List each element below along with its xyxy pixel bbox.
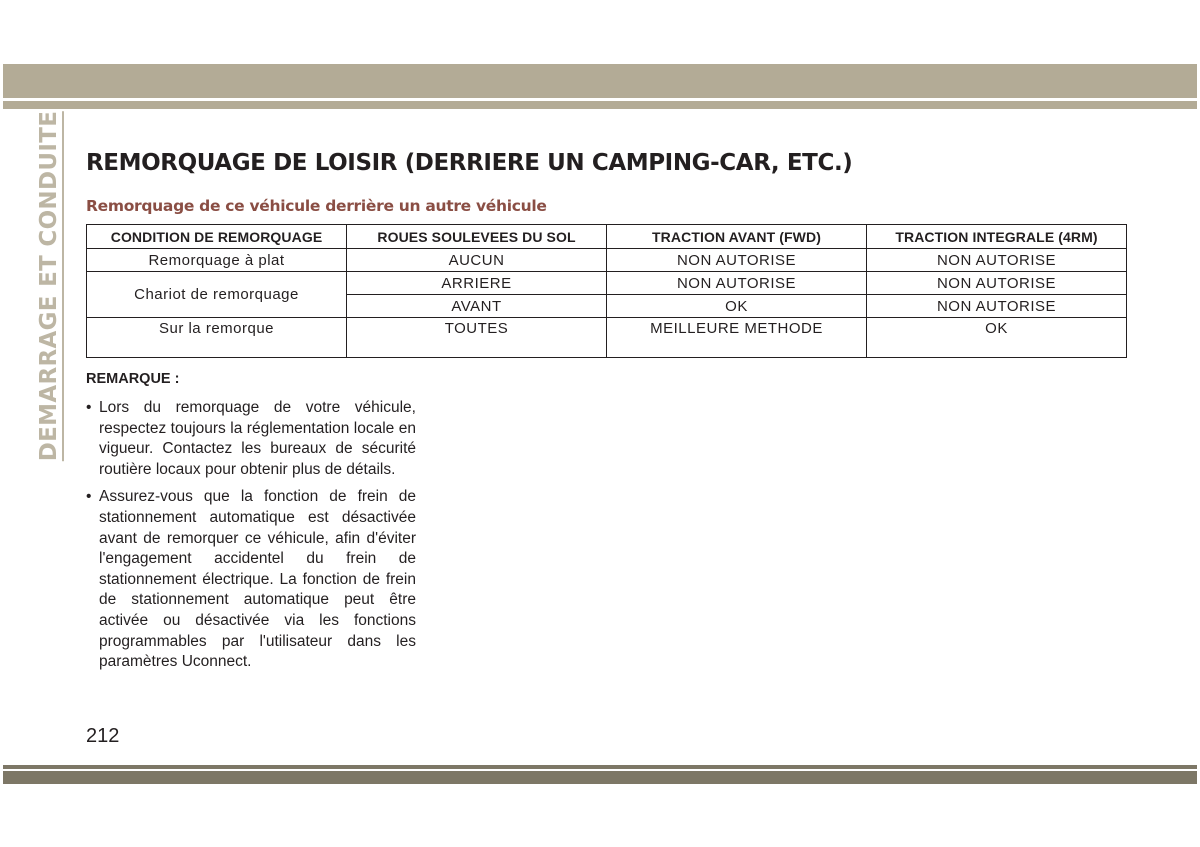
footer-rule <box>3 765 1197 769</box>
cell-wheels: TOUTES <box>347 318 607 358</box>
header-rule <box>3 101 1197 109</box>
list-item <box>86 487 416 672</box>
cell-condition: Chariot de remorquage <box>87 272 347 318</box>
cell-condition: Remorquage à plat <box>87 249 347 272</box>
remark-text: Assurez-vous que la fonction de frein de stationnement automatique est désactivée avant de remorquer ce véhicule, afin d'éviter l'engagement accidentel du frein de stationnement électrique. La fonction de frein de stationnement automatique peut être activée ou désactivée via les fonctions programmables par l'utilisateur dans les paramètres Uconnect. <box>99 488 416 671</box>
header-band <box>3 64 1197 98</box>
cell-condition: Sur la remorque <box>87 318 347 358</box>
bullet-icon: • <box>86 399 92 416</box>
header-condition: CONDITION DE REMORQUAGE <box>87 225 347 249</box>
remark-title: REMARQUE : <box>86 371 180 387</box>
cell-wheels: AVANT <box>347 295 607 318</box>
list-item <box>86 398 416 480</box>
section-side-tab <box>35 110 65 462</box>
header-wheels: ROUES SOULEVEES DU SOL <box>347 225 607 249</box>
cell-fwd: NON AUTORISE <box>607 249 867 272</box>
footer-band <box>3 771 1197 784</box>
remark-text: Lors du remorquage de votre véhicule, respectez toujours la réglementation locale en vigueur. Contactez les bureaux de sécurité routière locaux pour obtenir plus de détails. <box>99 399 416 478</box>
cell-awd: NON AUTORISE <box>867 249 1127 272</box>
table-row <box>87 272 1127 295</box>
table-row <box>87 318 1127 358</box>
cell-awd: NON AUTORISE <box>867 295 1127 318</box>
side-tab-label: DEMARRAGE ET CONDUITE <box>36 110 62 462</box>
remark-list <box>86 398 416 680</box>
table-row <box>87 249 1127 272</box>
table-header-row <box>87 225 1127 249</box>
cell-fwd: OK <box>607 295 867 318</box>
towing-table <box>86 224 1127 358</box>
bullet-icon: • <box>86 488 92 506</box>
page-title: REMORQUAGE DE LOISIR (DERRIERE UN CAMPING-CAR, ETC.) <box>86 150 853 176</box>
cell-fwd: NON AUTORISE <box>607 272 867 295</box>
cell-wheels: ARRIERE <box>347 272 607 295</box>
header-fwd: TRACTION AVANT (FWD) <box>607 225 867 249</box>
section-subtitle: Remorquage de ce véhicule derrière un autre véhicule <box>86 197 547 215</box>
cell-awd: NON AUTORISE <box>867 272 1127 295</box>
header-awd: TRACTION INTEGRALE (4RM) <box>867 225 1127 249</box>
cell-awd: OK <box>867 318 1127 358</box>
page-number: 212 <box>86 725 120 747</box>
cell-wheels: AUCUN <box>347 249 607 272</box>
cell-fwd: MEILLEURE METHODE <box>607 318 867 358</box>
